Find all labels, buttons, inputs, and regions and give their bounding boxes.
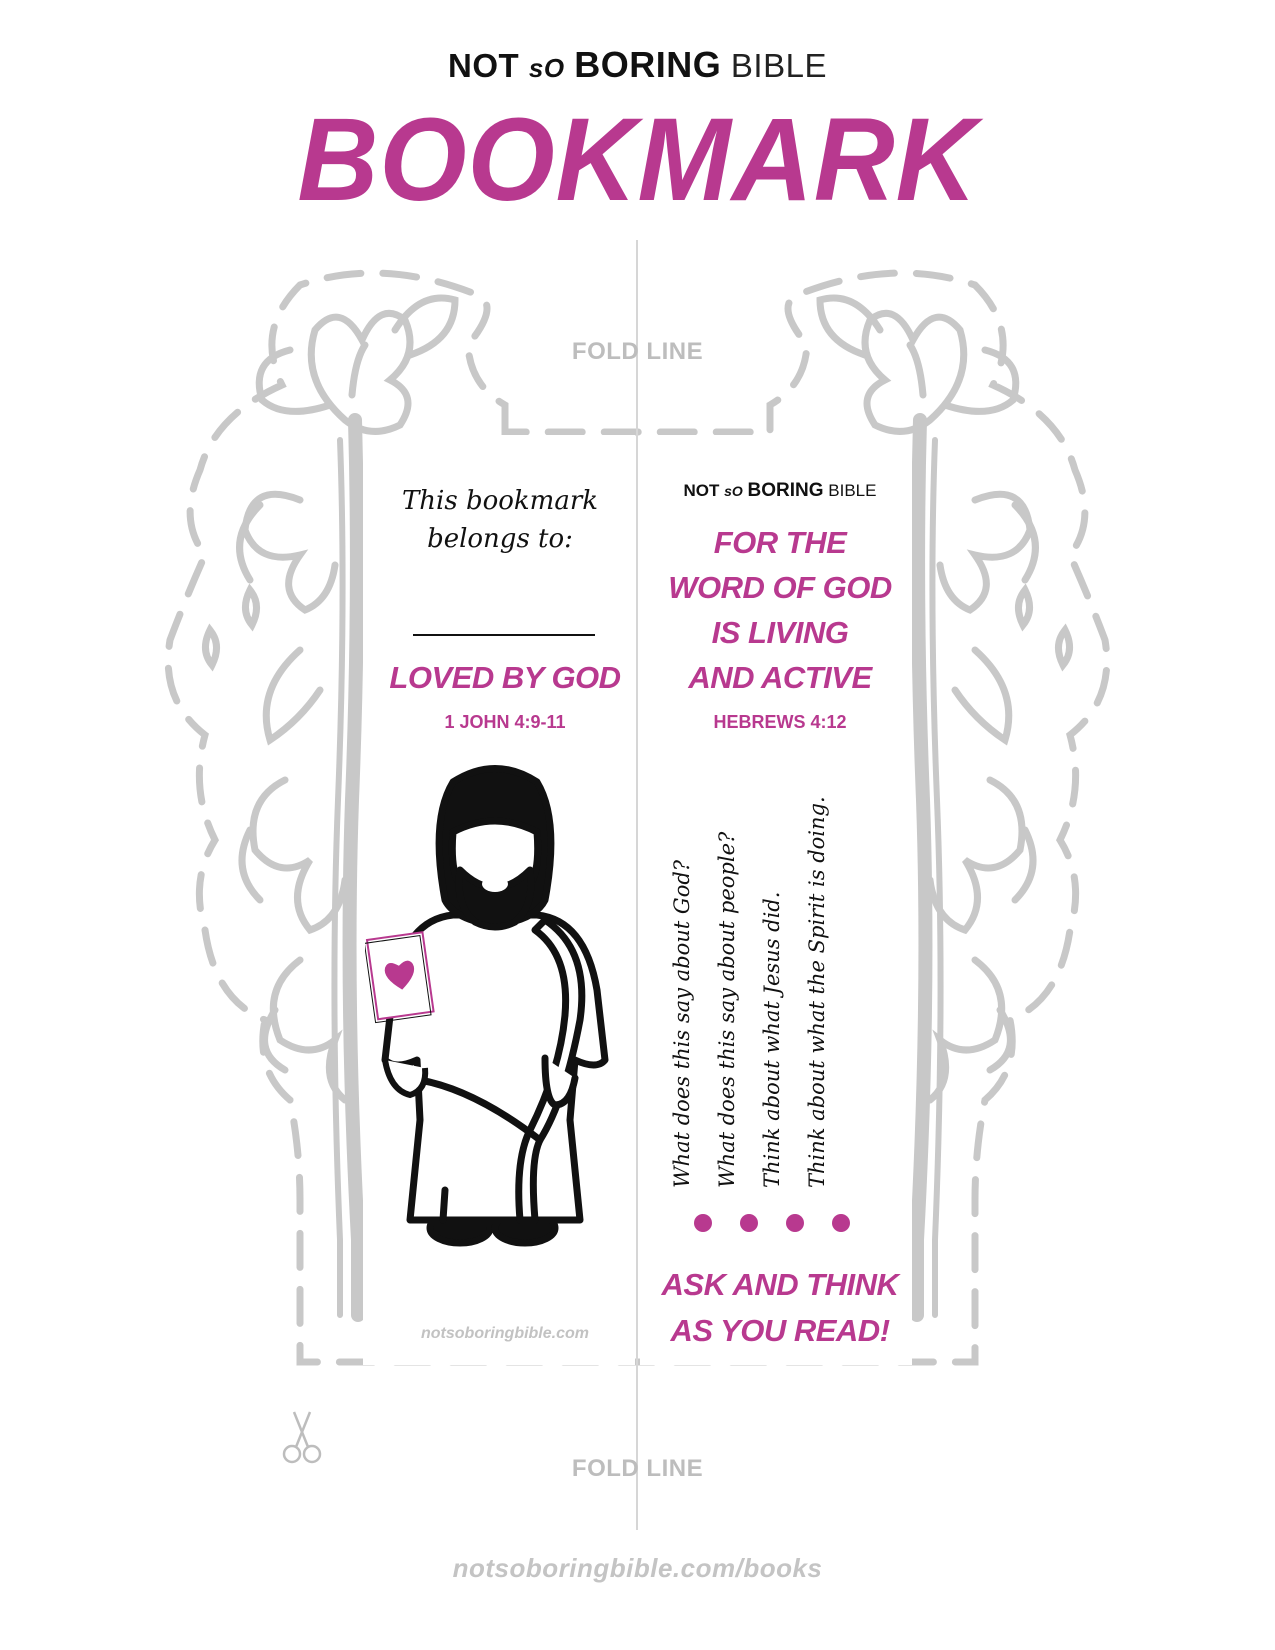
- belongs-line-2: belongs to:: [427, 524, 573, 554]
- belongs-line-1: This bookmark: [401, 486, 599, 516]
- brand-word-so: sO: [528, 53, 565, 83]
- brand-logo: [0, 44, 1275, 86]
- prompt-line: Think about what the Spirit is doing.: [805, 796, 829, 1188]
- brand-logo-small: [670, 480, 890, 502]
- name-write-line[interactable]: [413, 634, 595, 636]
- bullet-dot: [832, 1214, 850, 1232]
- brand-small-boring: BORING: [747, 480, 824, 501]
- site-link-small[interactable]: notsoboringbible.com: [421, 1325, 589, 1342]
- scissors-icon: [280, 1410, 324, 1466]
- page-title: BOOKMARK: [297, 94, 978, 226]
- footer-site-link[interactable]: notsoboringbible.com/books: [452, 1553, 823, 1583]
- fold-label-bottom: FOLD LINE: [571, 1455, 704, 1482]
- loved-heading: LOVED BY GOD: [389, 660, 621, 695]
- belongs-to-label: [395, 482, 605, 558]
- heart-card-icon: [365, 932, 434, 1022]
- brand-word-bible: BIBLE: [730, 47, 827, 84]
- verse-reference: HEBREWS 4:12: [713, 712, 847, 732]
- prompt-line: Think about what Jesus did.: [760, 891, 784, 1188]
- brand-word-not: NOT: [448, 47, 520, 84]
- brand-small-not: NOT: [683, 481, 720, 500]
- brand-word-boring: BORING: [574, 44, 722, 85]
- verse-text: [660, 520, 900, 700]
- fold-label-top: FOLD LINE: [571, 338, 704, 365]
- verse-line: AND ACTIVE: [688, 660, 872, 695]
- jesus-figure-icon: [365, 760, 630, 1260]
- brand-small-so: sO: [724, 483, 743, 499]
- bullet-dot: [786, 1214, 804, 1232]
- bullet-dot: [694, 1214, 712, 1232]
- call-to-action: [660, 1262, 900, 1354]
- prompt-line: What does this say about people?: [715, 831, 739, 1188]
- verse-line: IS LIVING: [711, 615, 849, 650]
- brand-small-bible: BIBLE: [828, 481, 877, 500]
- prompt-line: What does this say about God?: [670, 859, 694, 1188]
- loved-reference: 1 JOHN 4:9-11: [444, 712, 566, 732]
- bullet-dot: [740, 1214, 758, 1232]
- verse-line: FOR THE: [713, 525, 847, 560]
- cta-line-2: AS YOU READ!: [670, 1313, 890, 1348]
- cta-line-1: ASK AND THINK: [661, 1267, 899, 1302]
- verse-line: WORD OF GOD: [668, 570, 892, 605]
